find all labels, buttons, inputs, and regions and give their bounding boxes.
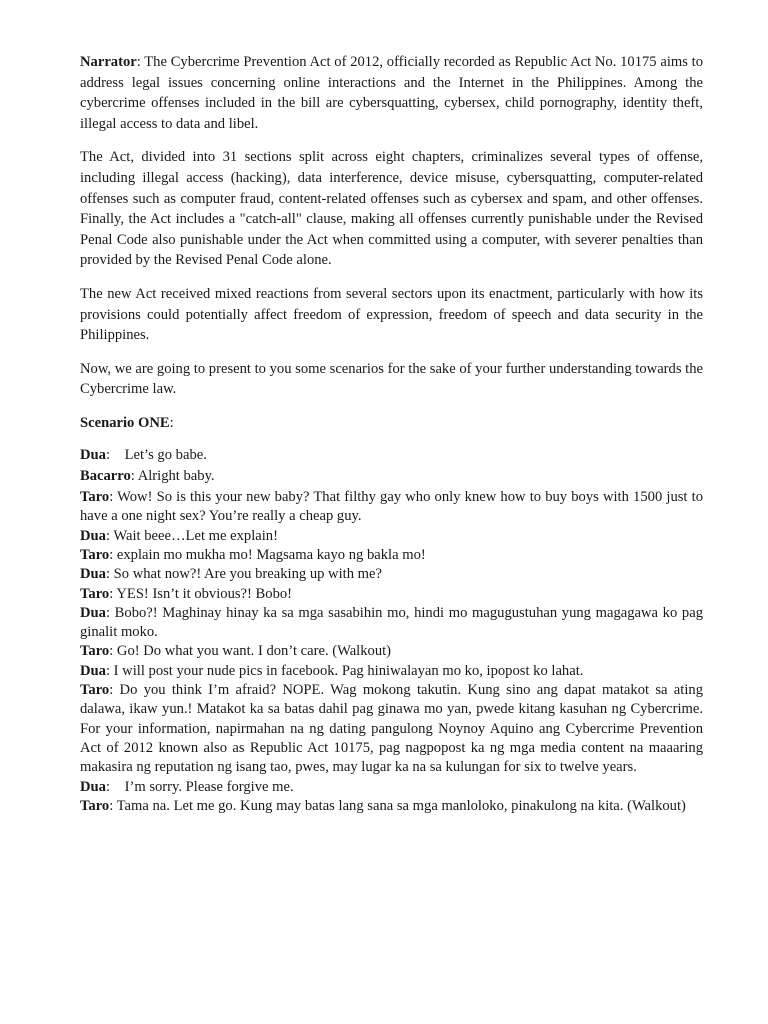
dialogue-block — [80, 446, 703, 817]
dialogue-text: : Wow! So is this your new baby? That filthy gay who only knew how to buy boys with 1500 just to have a one night sex? You’re really a cheap guy. — [80, 489, 703, 525]
speaker-name: Dua — [80, 566, 106, 583]
speaker-name: Taro — [80, 489, 110, 506]
dialogue-line — [80, 446, 703, 465]
dialogue-text: : explain mo mukha mo! Magsama kayo ng bakla mo! — [109, 546, 426, 563]
dialogue-line — [80, 527, 703, 546]
scenario-label: Scenario ONE — [80, 414, 170, 431]
dialogue-text: : Wait beee…Let me explain! — [105, 527, 278, 544]
speaker-name: Dua — [80, 604, 106, 621]
dialogue-text: : Tama na. Let me go. Kung may batas lang sana sa mga manloloko, pinakulong na kita. (Walkout) — [109, 797, 686, 814]
act-description-paragraph: The Act, divided into 31 sections split across eight chapters, criminalizes several types of offense, including illegal access (hacking), data interference, device misuse, cybersquatting, computer-related offenses such as computer fraud, content-related offenses such as cybersex and spam, and other offenses. Finally, the Act includes a "catch-all" clause, making all offenses currently punishable under the Revised Penal Code also punishable under the Act when committed using a computer, with severer penalties than provided by the Revised Penal Code alone. — [80, 149, 703, 269]
dialogue-text: : Bobo?! Maghinay hinay ka sa mga sasabihin mo, hindi mo magugustuhan yung magagawa ko pag ginalit moko. — [80, 604, 703, 641]
dialogue-text: : I’m sorry. Please forgive me. — [105, 778, 294, 795]
dialogue-line — [80, 778, 703, 797]
dialogue-line — [80, 488, 703, 527]
dialogue-line — [80, 585, 703, 604]
speaker-name: Taro — [80, 682, 110, 699]
dialogue-text: : I will post your nude pics in facebook. Pag hiniwalayan mo ko, ipopost ko lahat. — [105, 662, 584, 679]
dialogue-line — [80, 604, 703, 643]
dialogue-text: : Alright baby. — [130, 467, 215, 484]
reactions-paragraph: The new Act received mixed reactions from several sectors upon its enactment, particularly with how its provisions could potentially affect freedom of expression, freedom of speech and data security in the Philippines. — [80, 285, 703, 344]
scenarios-intro-paragraph: Now, we are going to present to you some scenarios for the sake of your further understanding towards the Cybercrime law. — [80, 360, 703, 398]
dialogue-line — [80, 662, 703, 681]
narrator-text: : The Cybercrime Prevention Act of 2012, officially recorded as Republic Act No. 10175 aims to address legal issues concerning online interactions and the Internet in the Philippines. Among the cybercrime offenses included in the bill are cybersquatting, cybersex, child pornography, identity theft, illegal access to data and libel. — [80, 54, 703, 132]
speaker-name: Taro — [80, 643, 110, 660]
scenario-colon: : — [169, 414, 174, 431]
dialogue-text: : Let’s go babe. — [105, 446, 207, 463]
dialogue-line — [80, 565, 703, 584]
speaker-name: Taro — [80, 797, 110, 814]
scenario-heading — [80, 413, 703, 434]
narrator-paragraph — [80, 52, 703, 134]
dialogue-line — [80, 467, 703, 486]
speaker-name: Dua — [80, 662, 106, 679]
dialogue-line — [80, 546, 703, 565]
narrator-label: Narrator — [80, 54, 137, 70]
dialogue-line — [80, 681, 703, 777]
speaker-name: Dua — [80, 446, 106, 463]
dialogue-text: : Go! Do what you want. I don’t care. (Walkout) — [109, 643, 392, 660]
dialogue-line — [80, 797, 703, 816]
dialogue-text: : YES! Isn’t it obvious?! Bobo! — [109, 585, 293, 602]
dialogue-text: : Do you think I’m afraid? NOPE. Wag mokong takutin. Kung sino ang dapat matakot sa ating dalawa, ikaw yun.! Matakot ka sa batas dahil pag ginawa mo yan, pwede kitang kasuhan ng Cybercrime. For your information, napirmahan na ng dating pangulong Noynoy Aquino ang Cybercrime Prevention Act of 2012 known also as Republic Act 10175, pag nagpopost ka ng mga media content na maaaring makasira ng reputation ng isang tao, pwes, may lugar ka na sa kulungan for six to twelve years. — [80, 682, 703, 776]
speaker-name: Dua — [80, 527, 106, 544]
dialogue-text: : So what now?! Are you breaking up with me? — [105, 566, 382, 583]
dialogue-line — [80, 642, 703, 661]
document-page — [80, 52, 703, 816]
speaker-name: Taro — [80, 546, 110, 563]
speaker-name: Taro — [80, 585, 110, 602]
speaker-name: Dua — [80, 778, 106, 795]
speaker-name: Bacarro — [80, 467, 131, 484]
